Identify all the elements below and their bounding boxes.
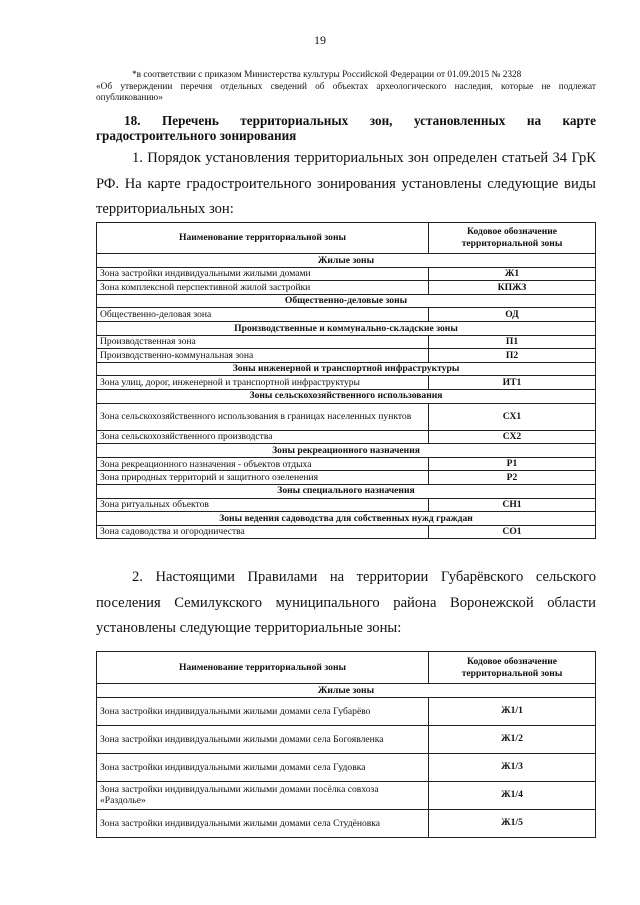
zone-name-cell: Зона ритуальных объектов	[97, 498, 429, 512]
zone-code-cell: Р1	[429, 457, 596, 471]
zone-name-cell: Зона садоводства и огородничества	[97, 525, 429, 539]
table-row	[97, 403, 596, 430]
table-header-row	[97, 652, 596, 684]
zone-name-cell: Зона рекреационного назначения - объектов отдыха	[97, 457, 429, 471]
zone-group-row	[97, 362, 596, 376]
zone-code-cell: Ж1/1	[429, 697, 596, 725]
zone-code-cell: П1	[429, 335, 596, 349]
zone-group-row	[97, 389, 596, 403]
table-row	[97, 267, 596, 281]
zone-code-cell: СО1	[429, 525, 596, 539]
zone-name-cell: Зона природных территорий и защитного озеленения	[97, 471, 429, 485]
zone-group-title: Зоны инженерной и транспортной инфраструктуры	[97, 362, 596, 376]
zone-code-cell: Ж1	[429, 267, 596, 281]
table-row	[97, 725, 596, 753]
zone-group-title: Общественно-деловые зоны	[97, 294, 596, 308]
footnote-rest: «Об утверждении перечня отдельных сведений об объектах археологического наследия, которые не подлежат опубликованию»	[96, 81, 596, 103]
zones-table-1	[96, 222, 596, 539]
table-row	[97, 753, 596, 781]
table-header-row	[97, 223, 596, 254]
table-row	[97, 781, 596, 809]
section-heading: 18. Перечень территориальных зон, установленных на карте градостроительного зонирования	[96, 113, 596, 143]
paragraph-2: 2. Настоящими Правилами на территории Губарёвского сельского поселения Семилукского муниципального района Воронежской области установлены следующие территориальные зоны:	[96, 569, 596, 636]
zone-code-cell: ОД	[429, 308, 596, 322]
footnote-line-1: *в соответствии с приказом Министерства культуры Российской Федерации от 01.09.2015 № 2328	[132, 70, 522, 80]
zone-group-row	[97, 444, 596, 458]
table-row	[97, 697, 596, 725]
zones-table-1-body	[97, 254, 596, 539]
header-zone-code: Кодовое обозначение территориальной зоны	[429, 223, 596, 254]
table-row	[97, 430, 596, 444]
table-row	[97, 335, 596, 349]
zone-code-cell: КПЖЗ	[429, 281, 596, 295]
zone-group-title: Жилые зоны	[97, 684, 596, 698]
zone-name-cell: Зона застройки индивидуальными жилыми домами села Гудовка	[97, 753, 429, 781]
zone-name-cell: Зона комплексной перспективной жилой застройки	[97, 281, 429, 295]
zone-code-cell: Ж1/2	[429, 725, 596, 753]
zone-group-title: Жилые зоны	[97, 254, 596, 268]
zone-name-cell: Зона сельскохозяйственного использования в границах населенных пунктов	[97, 403, 429, 430]
header-zone-code: Кодовое обозначение территориальной зоны	[429, 652, 596, 684]
zone-group-row	[97, 294, 596, 308]
table-row	[97, 376, 596, 390]
zone-group-title: Зоны рекреационного назначения	[97, 444, 596, 458]
zone-name-cell: Зона застройки индивидуальными жилыми домами села Богоявленка	[97, 725, 429, 753]
zone-group-row	[97, 684, 596, 698]
zone-name-cell: Зона улиц, дорог, инженерной и транспортной инфраструктуры	[97, 376, 429, 390]
zone-code-cell: Ж1/3	[429, 753, 596, 781]
zone-group-row	[97, 512, 596, 526]
table-row	[97, 525, 596, 539]
zone-group-row	[97, 254, 596, 268]
header-zone-name: Наименование территориальной зоны	[97, 652, 429, 684]
zone-code-cell: СН1	[429, 498, 596, 512]
zone-group-title: Зоны сельскохозяйственного использования	[97, 389, 596, 403]
header-zone-name: Наименование территориальной зоны	[97, 223, 429, 254]
zone-name-cell: Зона застройки индивидуальными жилыми домами села Губарёво	[97, 697, 429, 725]
zone-group-row	[97, 484, 596, 498]
table-row	[97, 457, 596, 471]
paragraph-1: 1. Порядок установления территориальных зон определен статьей 34 ГрК РФ. На карте градостроительного зонирования установлены следующие виды территориальных зон:	[96, 150, 596, 217]
zone-name-cell: Зона сельскохозяйственного производства	[97, 430, 429, 444]
zone-code-cell: П2	[429, 349, 596, 363]
zone-name-cell: Общественно-деловая зона	[97, 308, 429, 322]
zones-table-2	[96, 651, 596, 838]
zone-group-title: Зоны ведения садоводства для собственных нужд граждан	[97, 512, 596, 526]
footnote	[96, 70, 596, 105]
zone-code-cell: СХ2	[429, 430, 596, 444]
page-number: 19	[314, 33, 326, 47]
table-row	[97, 809, 596, 837]
zone-name-cell: Зона застройки индивидуальными жилыми домами села Студёновка	[97, 809, 429, 837]
table-row	[97, 498, 596, 512]
zone-code-cell: ИТ1	[429, 376, 596, 390]
zone-name-cell: Зона застройки индивидуальными жилыми домами	[97, 267, 429, 281]
table-row	[97, 349, 596, 363]
table-row	[97, 281, 596, 295]
zones-table-2-body	[97, 684, 596, 838]
zone-code-cell: Ж1/4	[429, 781, 596, 809]
zone-group-title: Зоны специального назначения	[97, 484, 596, 498]
zone-code-cell: Р2	[429, 471, 596, 485]
table-row	[97, 471, 596, 485]
zone-code-cell: СХ1	[429, 403, 596, 430]
zone-name-cell: Производственно-коммунальная зона	[97, 349, 429, 363]
zone-group-row	[97, 321, 596, 335]
zone-group-title: Производственные и коммунально-складские зоны	[97, 321, 596, 335]
zone-name-cell: Производственная зона	[97, 335, 429, 349]
zone-code-cell: Ж1/5	[429, 809, 596, 837]
table-row	[97, 308, 596, 322]
zone-name-cell: Зона застройки индивидуальными жилыми домами посёлка совхоза «Раздолье»	[97, 781, 429, 809]
